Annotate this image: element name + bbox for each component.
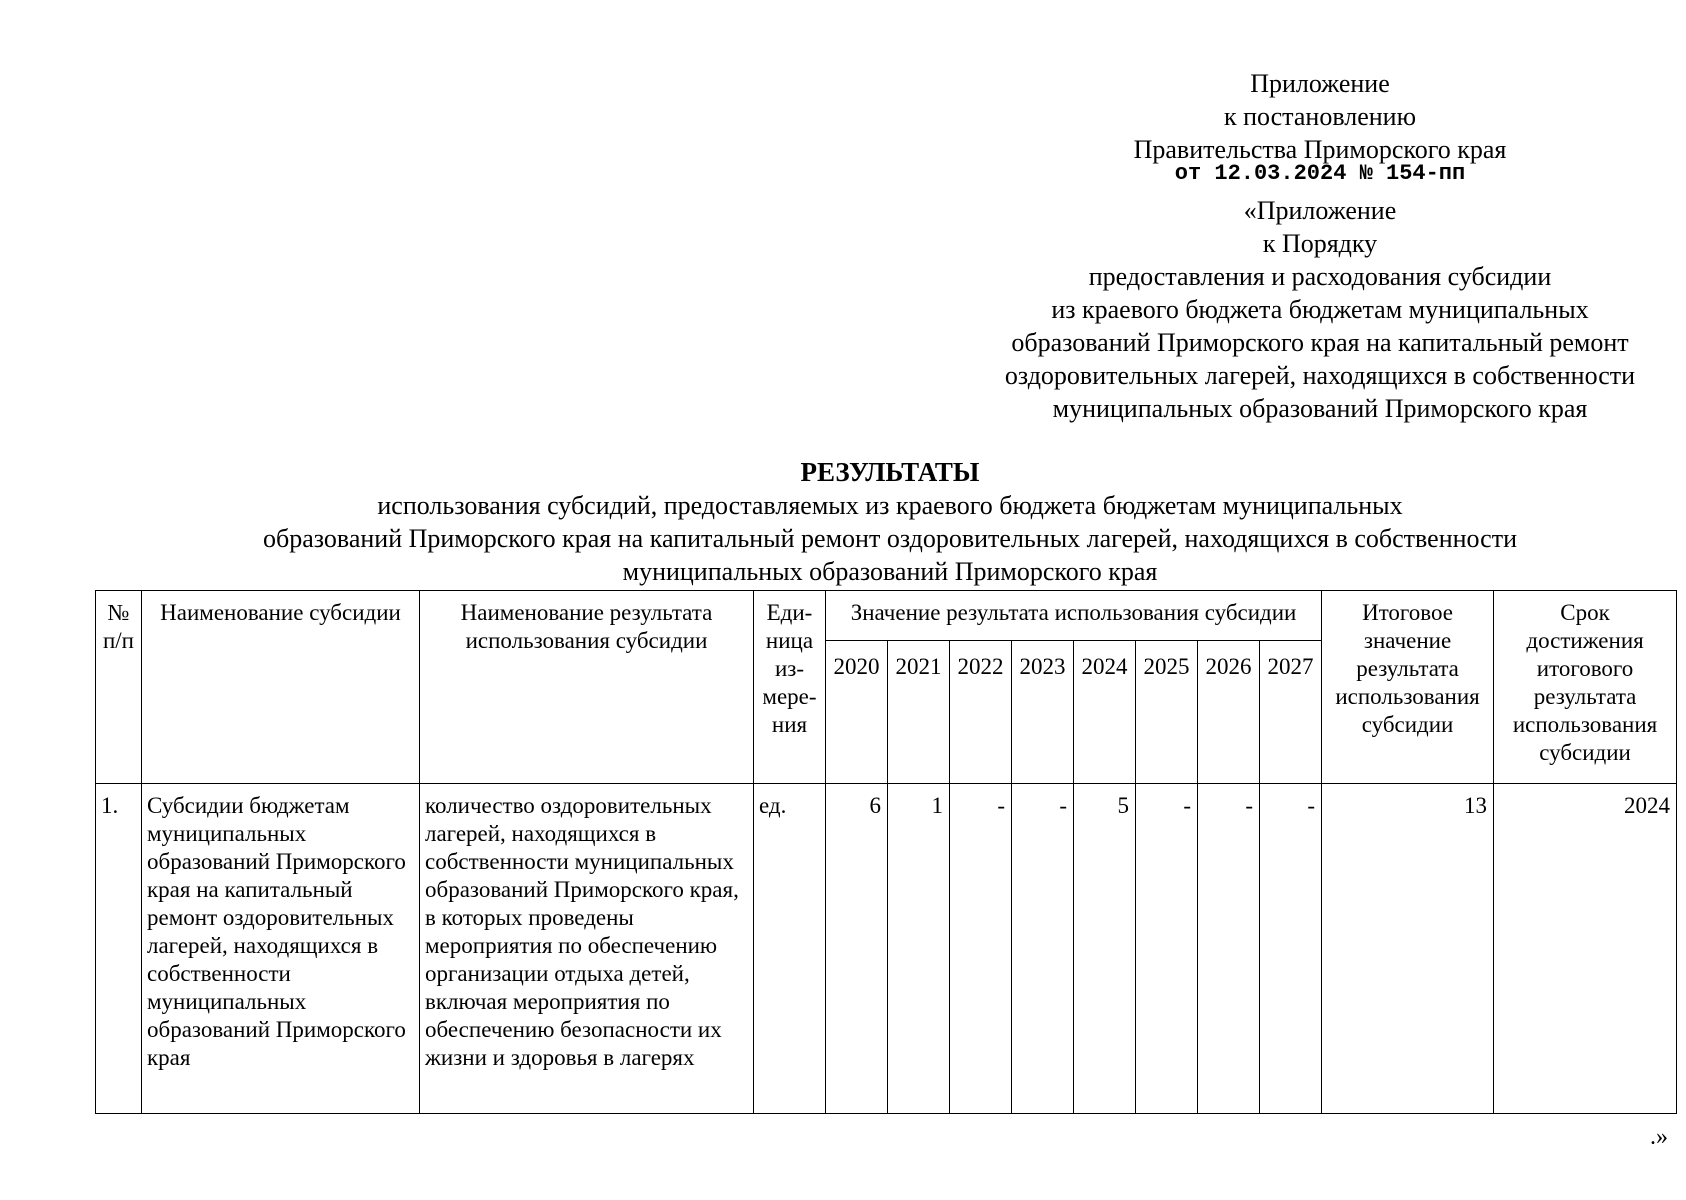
- title-line: образований Приморского края на капитальный ремонт оздоровительных лагерей, находящихся в собственности: [263, 524, 1517, 553]
- row-value: -: [1136, 784, 1198, 1114]
- row-deadline: 2024: [1494, 784, 1677, 1114]
- row-value: -: [950, 784, 1012, 1114]
- row-subsidy-name: Субсидии бюджетам муниципальных образований Приморского края на капитальный ремонт оздоровительных лагерей, находящихся в собственности муниципальных образований Приморского края: [142, 784, 420, 1114]
- order-appendix-line: образований Приморского края на капитальный ремонт: [1011, 328, 1629, 357]
- appendix-line: Правительства Приморского края: [1133, 135, 1507, 164]
- header-year: 2024: [1074, 641, 1136, 784]
- row-unit: ед.: [754, 784, 826, 1114]
- header-year: 2021: [888, 641, 950, 784]
- order-appendix-line: оздоровительных лагерей, находящихся в собственности: [1004, 361, 1636, 390]
- header-final-value: Итоговое значение результата использования субсидии: [1322, 591, 1494, 784]
- header-year: 2022: [950, 641, 1012, 784]
- title-line: муниципальных образований Приморского края: [622, 557, 1158, 586]
- order-appendix-line: «Приложение: [1243, 196, 1397, 225]
- resolution-date-number: от 12.03.2024 № 154-пп: [1174, 161, 1466, 186]
- header-year: 2020: [826, 641, 888, 784]
- title-line: использования субсидий, предоставляемых из краевого бюджета бюджетам муниципальных: [377, 491, 1403, 520]
- header-deadline: Срок достижения итогового результата использования субсидии: [1494, 591, 1677, 784]
- header-subsidy-name: Наименование субсидии: [142, 591, 420, 784]
- header-year: 2026: [1198, 641, 1260, 784]
- row-num: 1.: [96, 784, 142, 1114]
- row-value: -: [1012, 784, 1074, 1114]
- order-appendix-header: [920, 194, 1686, 425]
- header-year: 2027: [1260, 641, 1322, 784]
- appendix-header: [920, 67, 1686, 185]
- table-row: [96, 784, 1677, 1114]
- row-value: 6: [826, 784, 888, 1114]
- row-final-value: 13: [1322, 784, 1494, 1114]
- row-result-name: количество оздоровительных лагерей, находящихся в собственности муниципальных образований Приморского края, в которых проведены мероприятия по обеспечению организации отдыха детей, включая мероприятия по обеспечению безопасности их жизни и здоровья в лагерях: [420, 784, 754, 1114]
- row-value: 5: [1074, 784, 1136, 1114]
- row-value: -: [1260, 784, 1322, 1114]
- document-title: [0, 456, 1686, 588]
- header-year: 2023: [1012, 641, 1074, 784]
- appendix-line: к постановлению: [1223, 102, 1417, 131]
- appendix-line: Приложение: [1250, 69, 1390, 98]
- closing-quote-mark: .»: [1650, 1124, 1668, 1150]
- row-value: -: [1198, 784, 1260, 1114]
- order-appendix-line: муниципальных образований Приморского края: [1052, 394, 1588, 423]
- header-values-group: Значение результата использования субсидии: [826, 591, 1322, 641]
- header-num: № п/п: [96, 591, 142, 784]
- title-main: РЕЗУЛЬТАТЫ: [800, 457, 980, 487]
- row-value: 1: [888, 784, 950, 1114]
- header-result-name: Наименование результата использования субсидии: [420, 591, 754, 784]
- order-appendix-line: предоставления и расходования субсидии: [1088, 262, 1552, 291]
- header-year: 2025: [1136, 641, 1198, 784]
- header-unit: Еди- ница из- мере- ния: [754, 591, 826, 784]
- order-appendix-line: к Порядку: [1262, 229, 1378, 258]
- results-table: [95, 590, 1677, 1114]
- order-appendix-line: из краевого бюджета бюджетам муниципальных: [1051, 295, 1589, 324]
